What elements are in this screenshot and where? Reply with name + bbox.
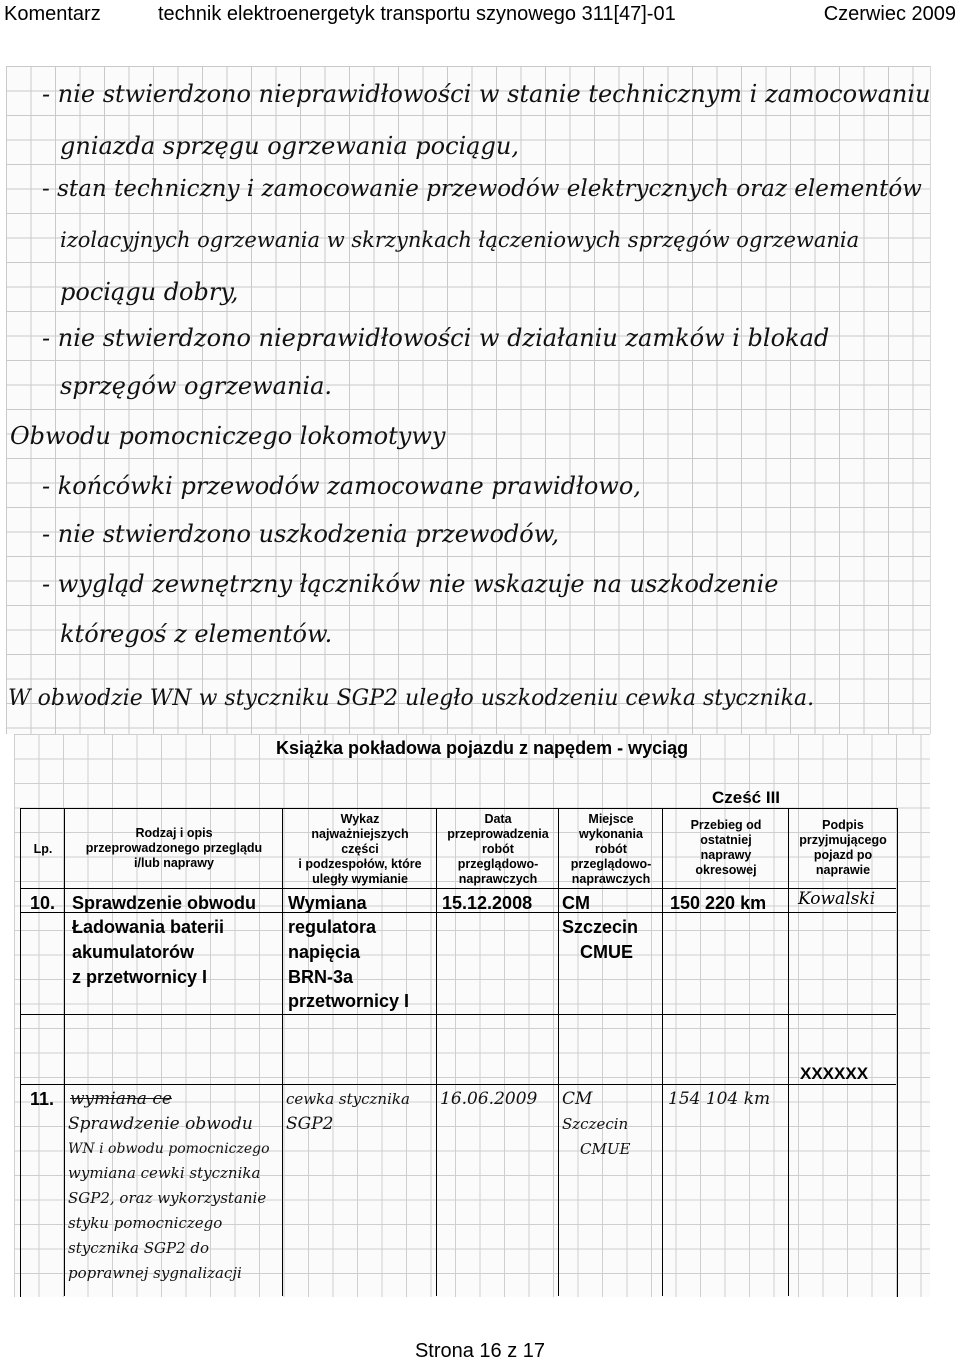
row-11-desc: wymiana cewki stycznika [68, 1164, 261, 1182]
handwriting-line: - stan techniczny i zamocowanie przewodów elektrycznych oraz elementów [42, 176, 922, 202]
column-divider [558, 808, 559, 1296]
handwriting-line: - nie stwierdzono nieprawidłowości w stanie technicznym i zamocowaniu [42, 80, 931, 108]
row-11-signature: XXXXXX [800, 1064, 869, 1083]
page-header [0, 0, 960, 30]
row-11-place: CMUE [580, 1140, 631, 1158]
row-11-desc: Sprawdzenie obwodu [68, 1114, 253, 1134]
row-11-desc: poprawnej sygnalizacji [68, 1264, 242, 1282]
logbook-title: Książka pokładowa pojazdu z napędem - wyciąg [276, 738, 689, 758]
page-number: Strona 16 z 17 [414, 1340, 546, 1362]
row-10-mileage: 150 220 km [670, 893, 767, 913]
column-divider [662, 808, 663, 1296]
row-10-signature: Kowalski [798, 889, 876, 909]
row-10-place: Szczecin [562, 917, 639, 937]
row-11-desc: SGP2, oraz wykorzystanie [68, 1189, 267, 1207]
handwriting-line: - wygląd zewnętrzny łączników nie wskazuje na uszkodzenie [42, 570, 779, 598]
row-10-parts: regulatora [288, 917, 377, 937]
logbook-part: Cześć III [712, 788, 781, 807]
row-10-desc: akumulatorów [72, 942, 195, 962]
column-header-date: Data przeprowadzenia robót przeglądowo- naprawczych [447, 812, 549, 886]
column-divider [436, 808, 437, 1296]
row-10-desc: z przetwornicy I [72, 967, 208, 987]
row-11-date: 16.06.2009 [440, 1089, 538, 1109]
header-date: Czerwiec 2009 [823, 3, 956, 25]
row-10-parts: Wymiana [288, 893, 367, 913]
row-10-parts: BRN-3a [288, 967, 354, 987]
row-11-place: Szczecin [562, 1115, 629, 1133]
handwriting-line: gniazda sprzęgu ogrzewania pociągu, [60, 132, 519, 160]
handwriting-line: - końcówki przewodów zamocowane prawidłowo, [42, 472, 641, 500]
row-10-lp: 10. [30, 893, 56, 913]
column-divider [788, 808, 789, 1296]
row-11-mileage: 154 104 km [668, 1089, 771, 1109]
row-11-parts: SGP2 [286, 1114, 334, 1134]
column-header-description: Rodzaj i opis przeprowadzonego przeglądu i/lub naprawy [85, 826, 263, 870]
column-divider [64, 808, 65, 1296]
header-left: Komentarz [4, 3, 101, 25]
column-header-signature: Podpis przyjmującego pojazd po naprawie [799, 818, 887, 877]
row-10-parts: napięcia [288, 942, 361, 962]
header-title: technik elektroenergetyk transportu szynowego 311[47]-01 [158, 3, 676, 25]
handwriting-line: pociągu dobry, [60, 278, 239, 306]
row-11-desc: styku pomocniczego [68, 1214, 223, 1232]
row-11-desc: wymiana ce [70, 1089, 172, 1109]
handwritten-note [6, 66, 931, 734]
handwriting-line: izolacyjnych ogrzewania w skrzynkach łączeniowych sprzęgów ogrzewania [60, 228, 860, 252]
row-divider [20, 1014, 896, 1015]
handwriting-line: sprzęgów ogrzewania. [60, 372, 333, 400]
handwriting-line: - nie stwierdzono nieprawidłowości w działaniu zamków i blokad [42, 324, 830, 352]
handwriting-line: któregoś z elementów. [60, 620, 333, 648]
row-10-place: CM [562, 893, 590, 913]
handwriting-line: W obwodzie WN w styczniku SGP2 uległo uszkodzeniu cewka stycznika. [8, 686, 815, 711]
column-header-parts: Wykaz najważniejszych części i podzespołów, które uległy wymianie [298, 812, 422, 886]
row-10-desc: Sprawdzenie obwodu [72, 893, 257, 913]
row-10-desc: Ładowania baterii [72, 917, 225, 937]
row-divider [20, 1084, 896, 1085]
column-divider [282, 808, 283, 1296]
row-11-lp: 11. [30, 1089, 55, 1109]
row-11-desc: stycznika SGP2 do [68, 1239, 210, 1257]
row-divider [20, 888, 896, 889]
row-10-parts: przetwornicy I [288, 991, 410, 1011]
row-11-desc: WN i obwodu pomocniczego [68, 1141, 270, 1157]
column-header-mileage: Przebieg od ostatniej naprawy okresowej [690, 818, 762, 877]
handwriting-line: - nie stwierdzono uszkodzenia przewodów, [42, 520, 560, 548]
row-10-place: CMUE [580, 942, 633, 962]
row-11-place: CM [562, 1089, 593, 1109]
handwriting-line: Obwodu pomocniczego lokomotywy [10, 422, 446, 450]
row-11-parts: cewka stycznika [286, 1090, 410, 1108]
column-header-lp: Lp. [33, 842, 53, 856]
row-10-date: 15.12.2008 [442, 893, 533, 913]
column-header-place: Miejsce wykonania robót przeglądowo- naprawczych [570, 812, 652, 886]
